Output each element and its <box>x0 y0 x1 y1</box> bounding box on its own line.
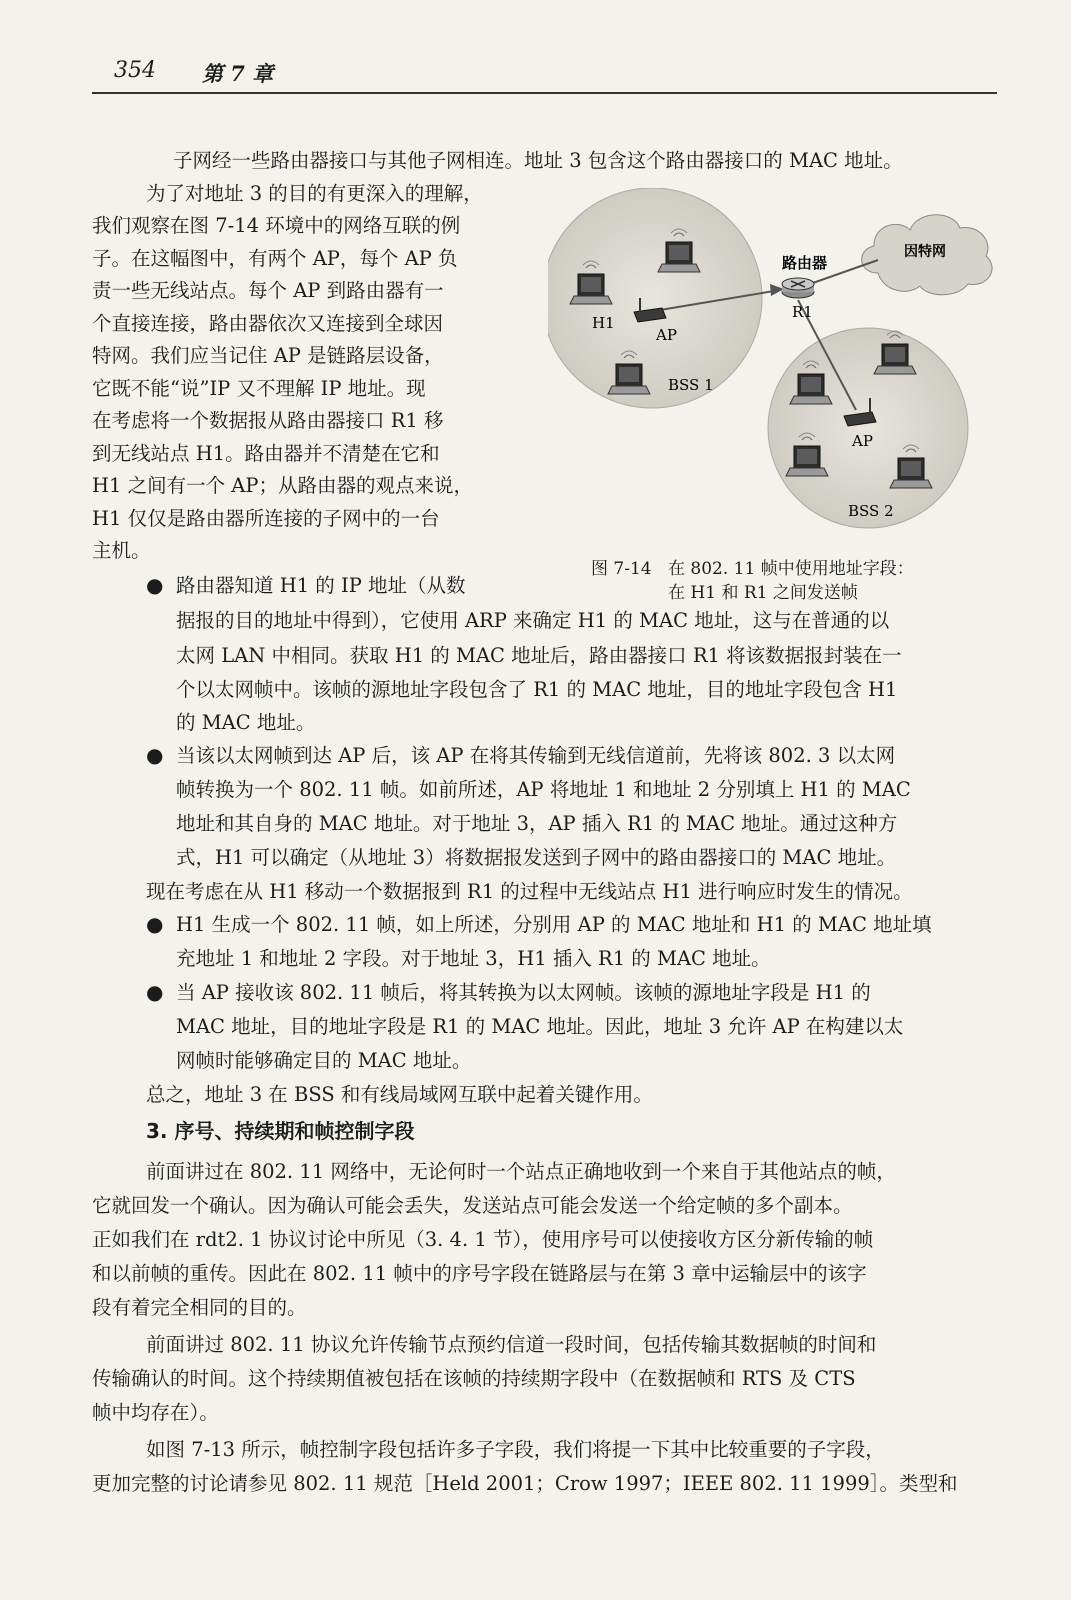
bss2-label: BSS 2 <box>848 502 894 520</box>
bullet2-line: 当该以太网帧到达 AP 后，该 AP 在将其传输到无线信道前，先将该 802. 3 以太网 <box>176 744 896 767</box>
bullet-dot: ● <box>146 573 164 597</box>
para-summary: 总之，地址 3 在 BSS 和有线局域网互联中起着关键作用。 <box>146 1083 653 1106</box>
para-dur-line: 帧中均存在）。 <box>92 1401 219 1424</box>
para-left-line: 特网。我们应当记住 AP 是链路层设备， <box>92 344 444 367</box>
ap1-label: AP <box>656 326 677 344</box>
para-seq-line: 前面讲过在 802. 11 网络中，无论何时一个站点正确地收到一个来自于其他站点的帧， <box>146 1160 896 1183</box>
bullet1-line: 据报的目的地址中得到），它使用 ARP 来确定 H1 的 MAC 地址，这与在普通的以 <box>176 609 890 632</box>
bullet1-line: 路由器知道 H1 的 IP 地址（从数 <box>176 574 466 597</box>
para-left-line: H1 仅仅是路由器所连接的子网中的一台 <box>92 507 440 530</box>
para-left-line: 责一些无线站点。每个 AP 到路由器有一 <box>92 279 444 302</box>
bullet2-line: 地址和其自身的 MAC 地址。对于地址 3，AP 插入 R1 的 MAC 地址。通过这种方 <box>176 812 898 835</box>
intro-line: 子网经一些路由器接口与其他子网相连。地址 3 包含这个路由器接口的 MAC 地址。 <box>173 149 903 172</box>
arrow-icon <box>770 284 784 296</box>
bullet4-line: MAC 地址，目的地址字段是 R1 的 MAC 地址。因此，地址 3 允许 AP 在构建以太 <box>176 1015 904 1038</box>
bullet4-line: 网帧时能够确定目的 MAC 地址。 <box>176 1049 472 1072</box>
bullet1-line: 的 MAC 地址。 <box>176 711 316 734</box>
para-now: 现在考虑在从 H1 移动一个数据报到 R1 的过程中无线站点 H1 进行响应时发生的情况。 <box>146 880 913 903</box>
para-ctrl-line: 更加完整的讨论请参见 802. 11 规范［Held 2001；Crow 1997；IEEE 802. 11 1999］。类型和 <box>92 1472 958 1495</box>
network-figure <box>548 188 996 533</box>
router-icon <box>782 278 814 298</box>
para-left-line: 它既不能“说”IP 又不理解 IP 地址。现 <box>92 377 426 400</box>
para-seq-line: 段有着完全相同的目的。 <box>92 1296 307 1319</box>
para-left-line: 到无线站点 H1。路由器并不清楚在它和 <box>92 442 440 465</box>
bss2-circle <box>768 328 968 528</box>
para-dur-line: 传输确认的时间。这个持续期值被包括在该帧的持续期字段中（在数据帧和 RTS 及 CTS <box>92 1367 856 1390</box>
para-left-line: H1 之间有一个 AP；从路由器的观点来说， <box>92 474 474 497</box>
para-left-line: 子。在这幅图中，有两个 AP，每个 AP 负 <box>92 247 458 270</box>
figure-caption-number: 图 7-14 <box>591 559 652 579</box>
bullet1-line: 个以太网帧中。该帧的源地址字段包含了 R1 的 MAC 地址，目的地址字段包含 H1 <box>176 678 898 701</box>
router-label: 路由器 <box>782 254 828 272</box>
bullet3-line: H1 生成一个 802. 11 帧，如上所述，分别用 AP 的 MAC 地址和 H1 的 MAC 地址填 <box>176 913 932 936</box>
para-left-line: 为了对地址 3 的目的有更深入的理解， <box>146 182 483 205</box>
para-seq-line: 它就回发一个确认。因为确认可能会丢失，发送站点可能会发送一个给定帧的多个副本。 <box>92 1194 853 1217</box>
chapter-label: 第 7 章 <box>202 61 274 86</box>
para-seq-line: 正如我们在 rdt2. 1 协议讨论中所见（3. 4. 1 节），使用序号可以使接收方区分新传输的帧 <box>92 1228 874 1251</box>
bullet2-line: 式，H1 可以确定（从地址 3）将数据报发送到子网中的路由器接口的 MAC 地址。 <box>176 846 897 869</box>
bullet-dot: ● <box>146 743 164 767</box>
bullet1-line: 太网 LAN 中相同。获取 H1 的 MAC 地址后，路由器接口 R1 将该数据报封装在一 <box>176 644 902 667</box>
section-heading: 3. 序号、持续期和帧控制字段 <box>146 1119 415 1143</box>
ap2-label: AP <box>852 432 873 450</box>
para-seq-line: 和以前帧的重传。因此在 802. 11 帧中的序号字段在链路层与在第 3 章中运输层中的该字 <box>92 1262 867 1285</box>
bss1-label: BSS 1 <box>668 376 714 394</box>
page-number: 354 <box>114 58 156 83</box>
h1-label: H1 <box>592 314 615 332</box>
bullet-dot: ● <box>146 980 164 1004</box>
para-left-line: 主机。 <box>92 539 151 562</box>
r1-label: R1 <box>792 303 813 321</box>
bullet-dot: ● <box>146 912 164 936</box>
page-header <box>92 52 997 94</box>
internet-label: 因特网 <box>904 244 946 260</box>
bullet4-line: 当 AP 接收该 802. 11 帧后，将其转换为以太网帧。该帧的源地址字段是 H1 的 <box>176 981 871 1004</box>
para-left-line: 在考虑将一个数据报从路由器接口 R1 移 <box>92 409 444 432</box>
figure-caption-line: 在 802. 11 帧中使用地址字段： <box>668 559 914 579</box>
para-ctrl-line: 如图 7-13 所示，帧控制字段包括许多子字段，我们将提一下其中比较重要的子字段， <box>146 1438 885 1461</box>
figure-caption-line: 在 H1 和 R1 之间发送帧 <box>668 583 858 603</box>
bullet3-line: 充地址 1 和地址 2 字段。对于地址 3，H1 插入 R1 的 MAC 地址。 <box>176 947 771 970</box>
para-left-line: 我们观察在图 7-14 环境中的网络互联的例 <box>92 214 461 237</box>
bullet2-line: 帧转换为一个 802. 11 帧。如前所述，AP 将地址 1 和地址 2 分别填上 H1 的 MAC <box>176 778 911 801</box>
para-left-line: 个直接连接，路由器依次又连接到全球因 <box>92 312 444 335</box>
para-dur-line: 前面讲过 802. 11 协议允许传输节点预约信道一段时间，包括传输其数据帧的时间和 <box>146 1333 877 1356</box>
